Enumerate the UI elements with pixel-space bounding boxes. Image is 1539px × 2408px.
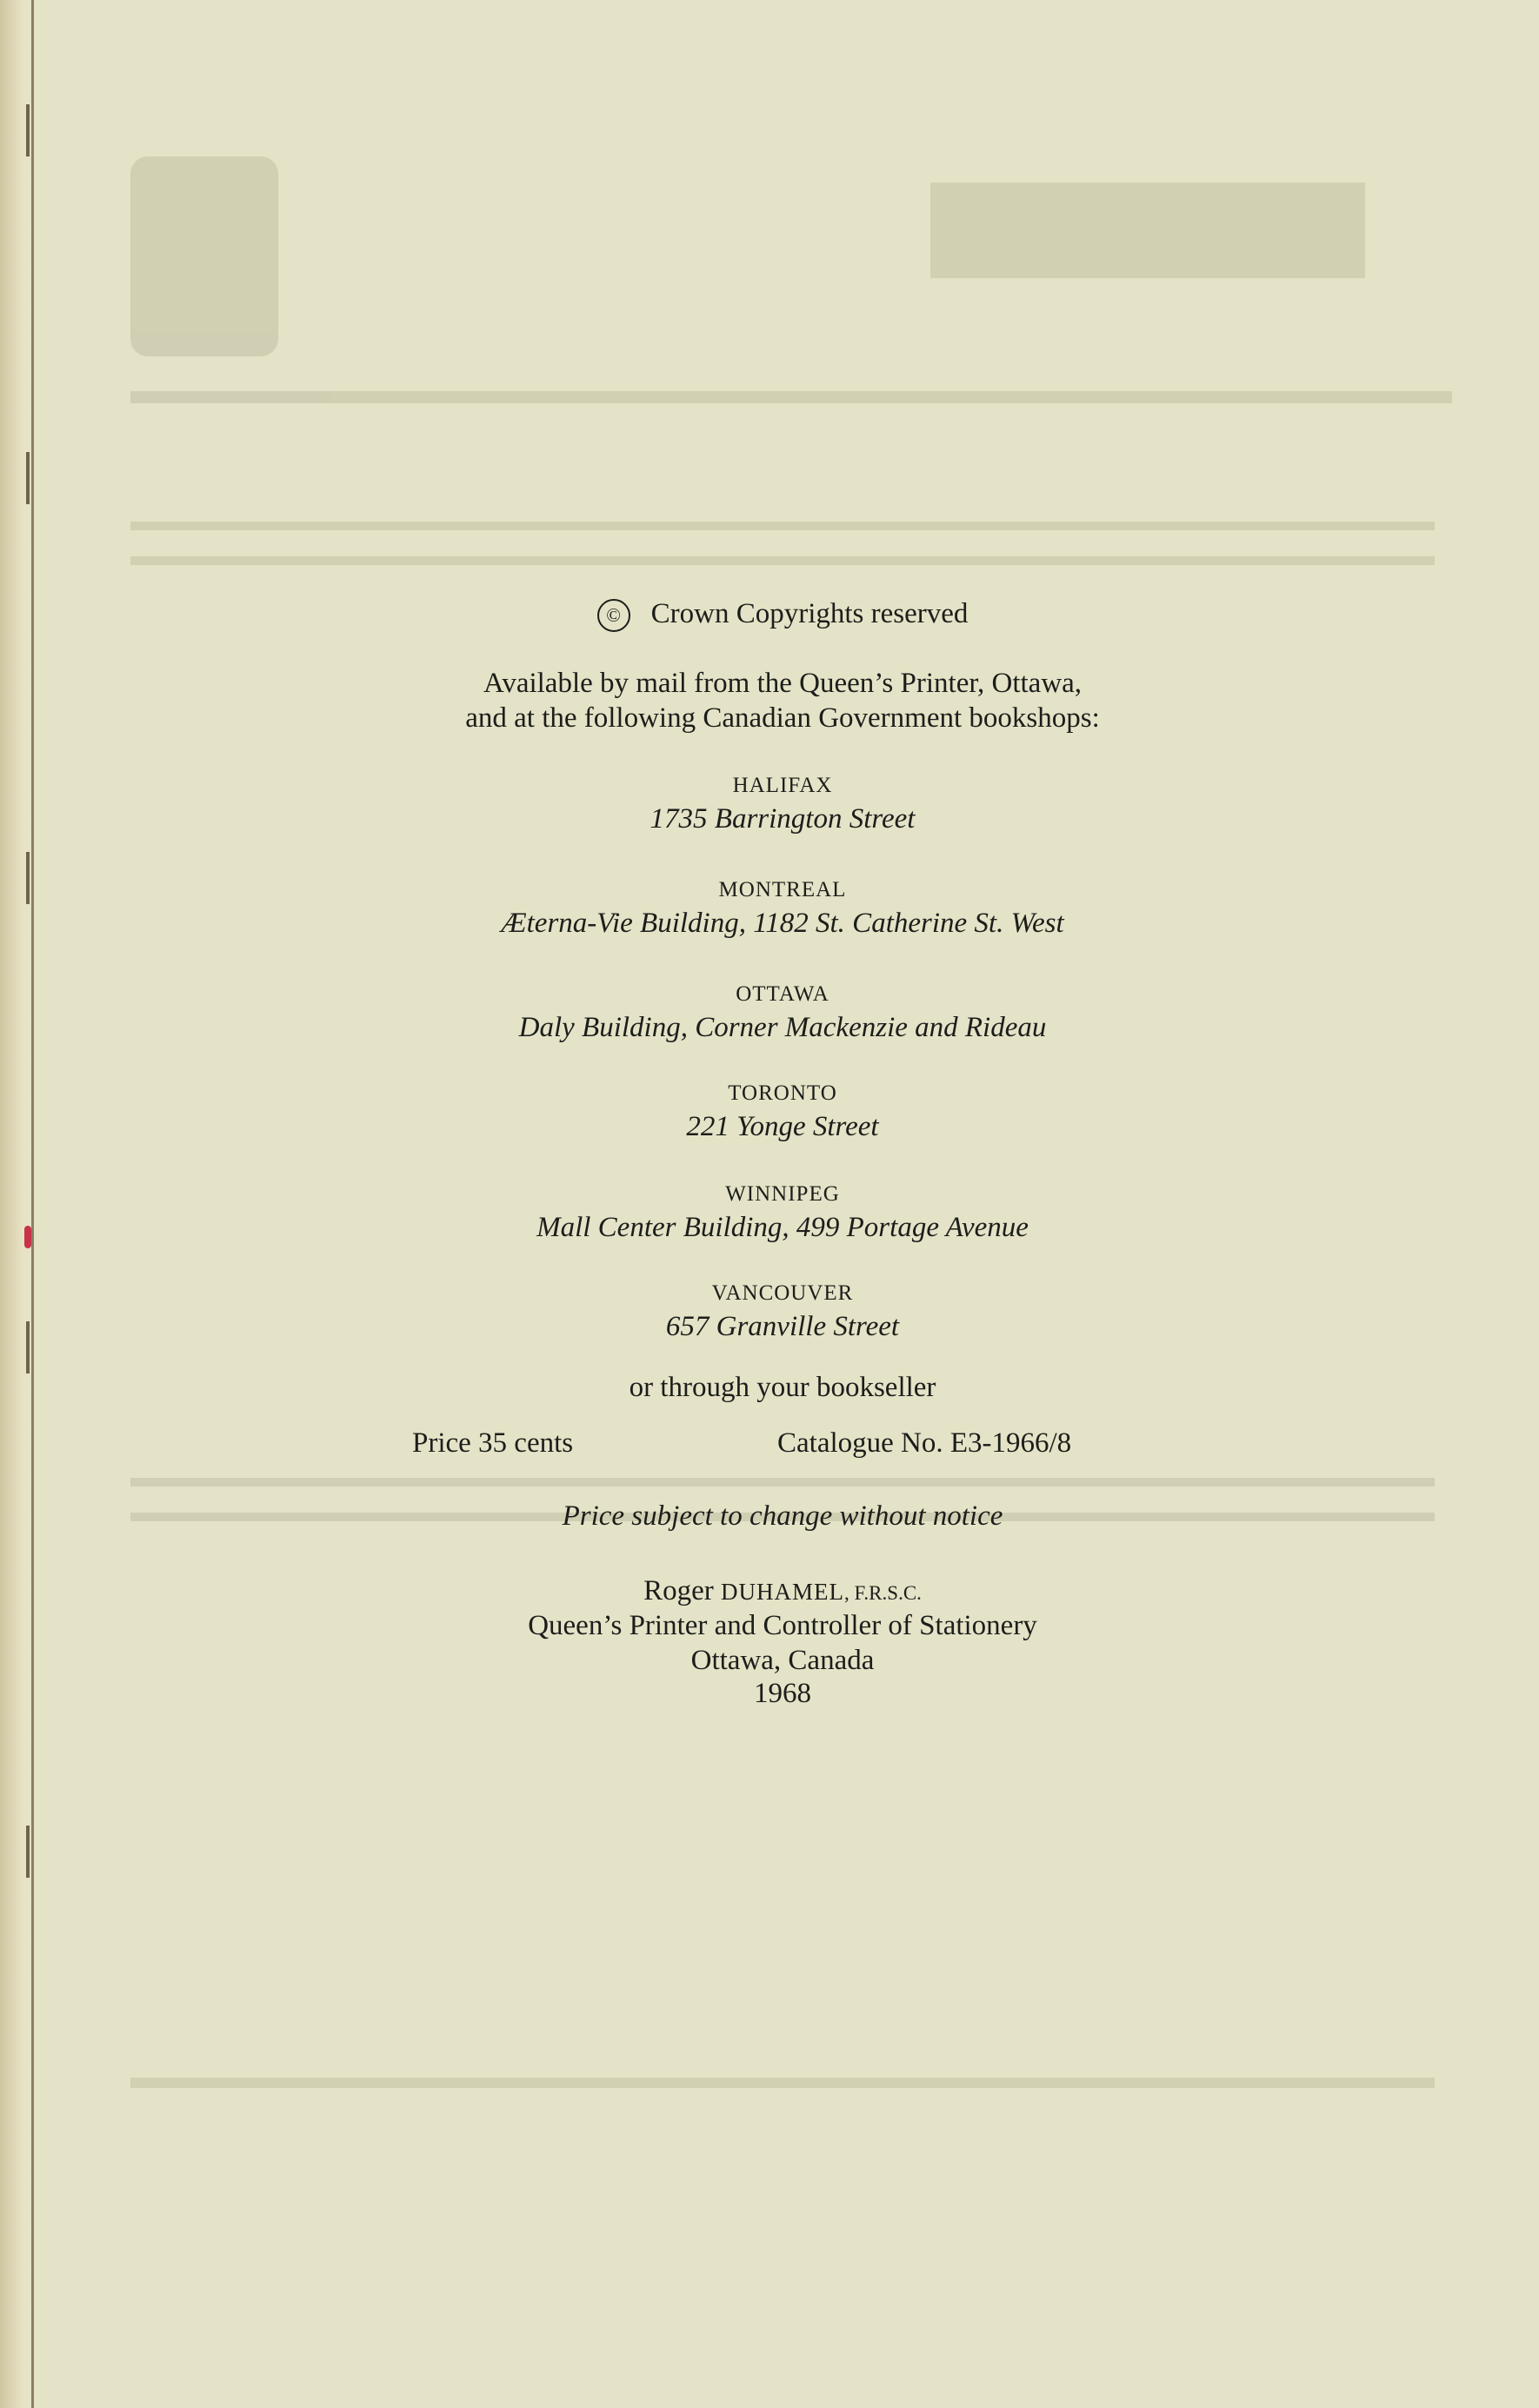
printer-first-name: Roger: [643, 1575, 714, 1606]
bookshop-address: 1735 Barrington Street: [650, 803, 916, 835]
copyright-icon: ©: [597, 599, 630, 632]
printer-last-name: DUHAMEL: [720, 1579, 844, 1605]
bookshop-address: Æterna-Vie Building, 1182 St. Catherine St. West: [501, 908, 1064, 939]
copyright-text: Crown Copyrights reserved: [650, 598, 969, 629]
document-page: © Crown Copyrights reserved Available by mail from the Queen’s Printer, Ottawa, and at the following Canadian Government bookshops: HALIFAX 1735 Barrington Street MONTREAL Æterna-Vie Building, 1182 St. Catherine St. West OTTAWA Daly Building, Corner Mackenzie and Rideau TORONTO 221 Yonge Street WINNIPEG Mall Center Building, 499 Portage Avenue VANCOUVER 657 Granville Street or through your bookseller Price 35 cents Catalogue No. E3-1966/8 Price subject to change without notice Roger DUHAMEL, F.R.S.C. Queen’s Printer and Controller of Stationery Ottawa, Canada 1968: [0, 0, 1539, 2408]
availability-line-1: Available by mail from the Queen’s Printer, Ottawa,: [483, 668, 1083, 699]
printer-title: Queen’s Printer and Controller of Stationery: [528, 1610, 1037, 1641]
printer-name: [348, 1575, 1217, 1607]
bookshop-city: TORONTO: [728, 1081, 837, 1105]
availability-line-2: and at the following Canadian Government bookshops:: [465, 702, 1100, 734]
bookshop-city: OTTAWA: [736, 982, 829, 1006]
bookshop-address: 657 Granville Street: [665, 1311, 900, 1342]
bookshop-address: Daly Building, Corner Mackenzie and Rideau: [518, 1012, 1047, 1043]
price-label: Price 35 cents: [412, 1427, 574, 1459]
printer-suffix: , F.R.S.C.: [843, 1582, 922, 1604]
bookshop-address: Mall Center Building, 499 Portage Avenue: [536, 1212, 1029, 1243]
bookshop-city: WINNIPEG: [725, 1182, 840, 1206]
bookshop-city: VANCOUVER: [711, 1281, 854, 1305]
bookshop-address: 221 Yonge Street: [686, 1111, 879, 1142]
imprint-year: 1968: [754, 1678, 811, 1709]
catalogue-number: Catalogue No. E3-1966/8: [777, 1427, 1072, 1459]
bookshop-city: MONTREAL: [718, 878, 847, 901]
imprint-place: Ottawa, Canada: [690, 1645, 875, 1676]
bookshop-city: HALIFAX: [732, 774, 833, 797]
